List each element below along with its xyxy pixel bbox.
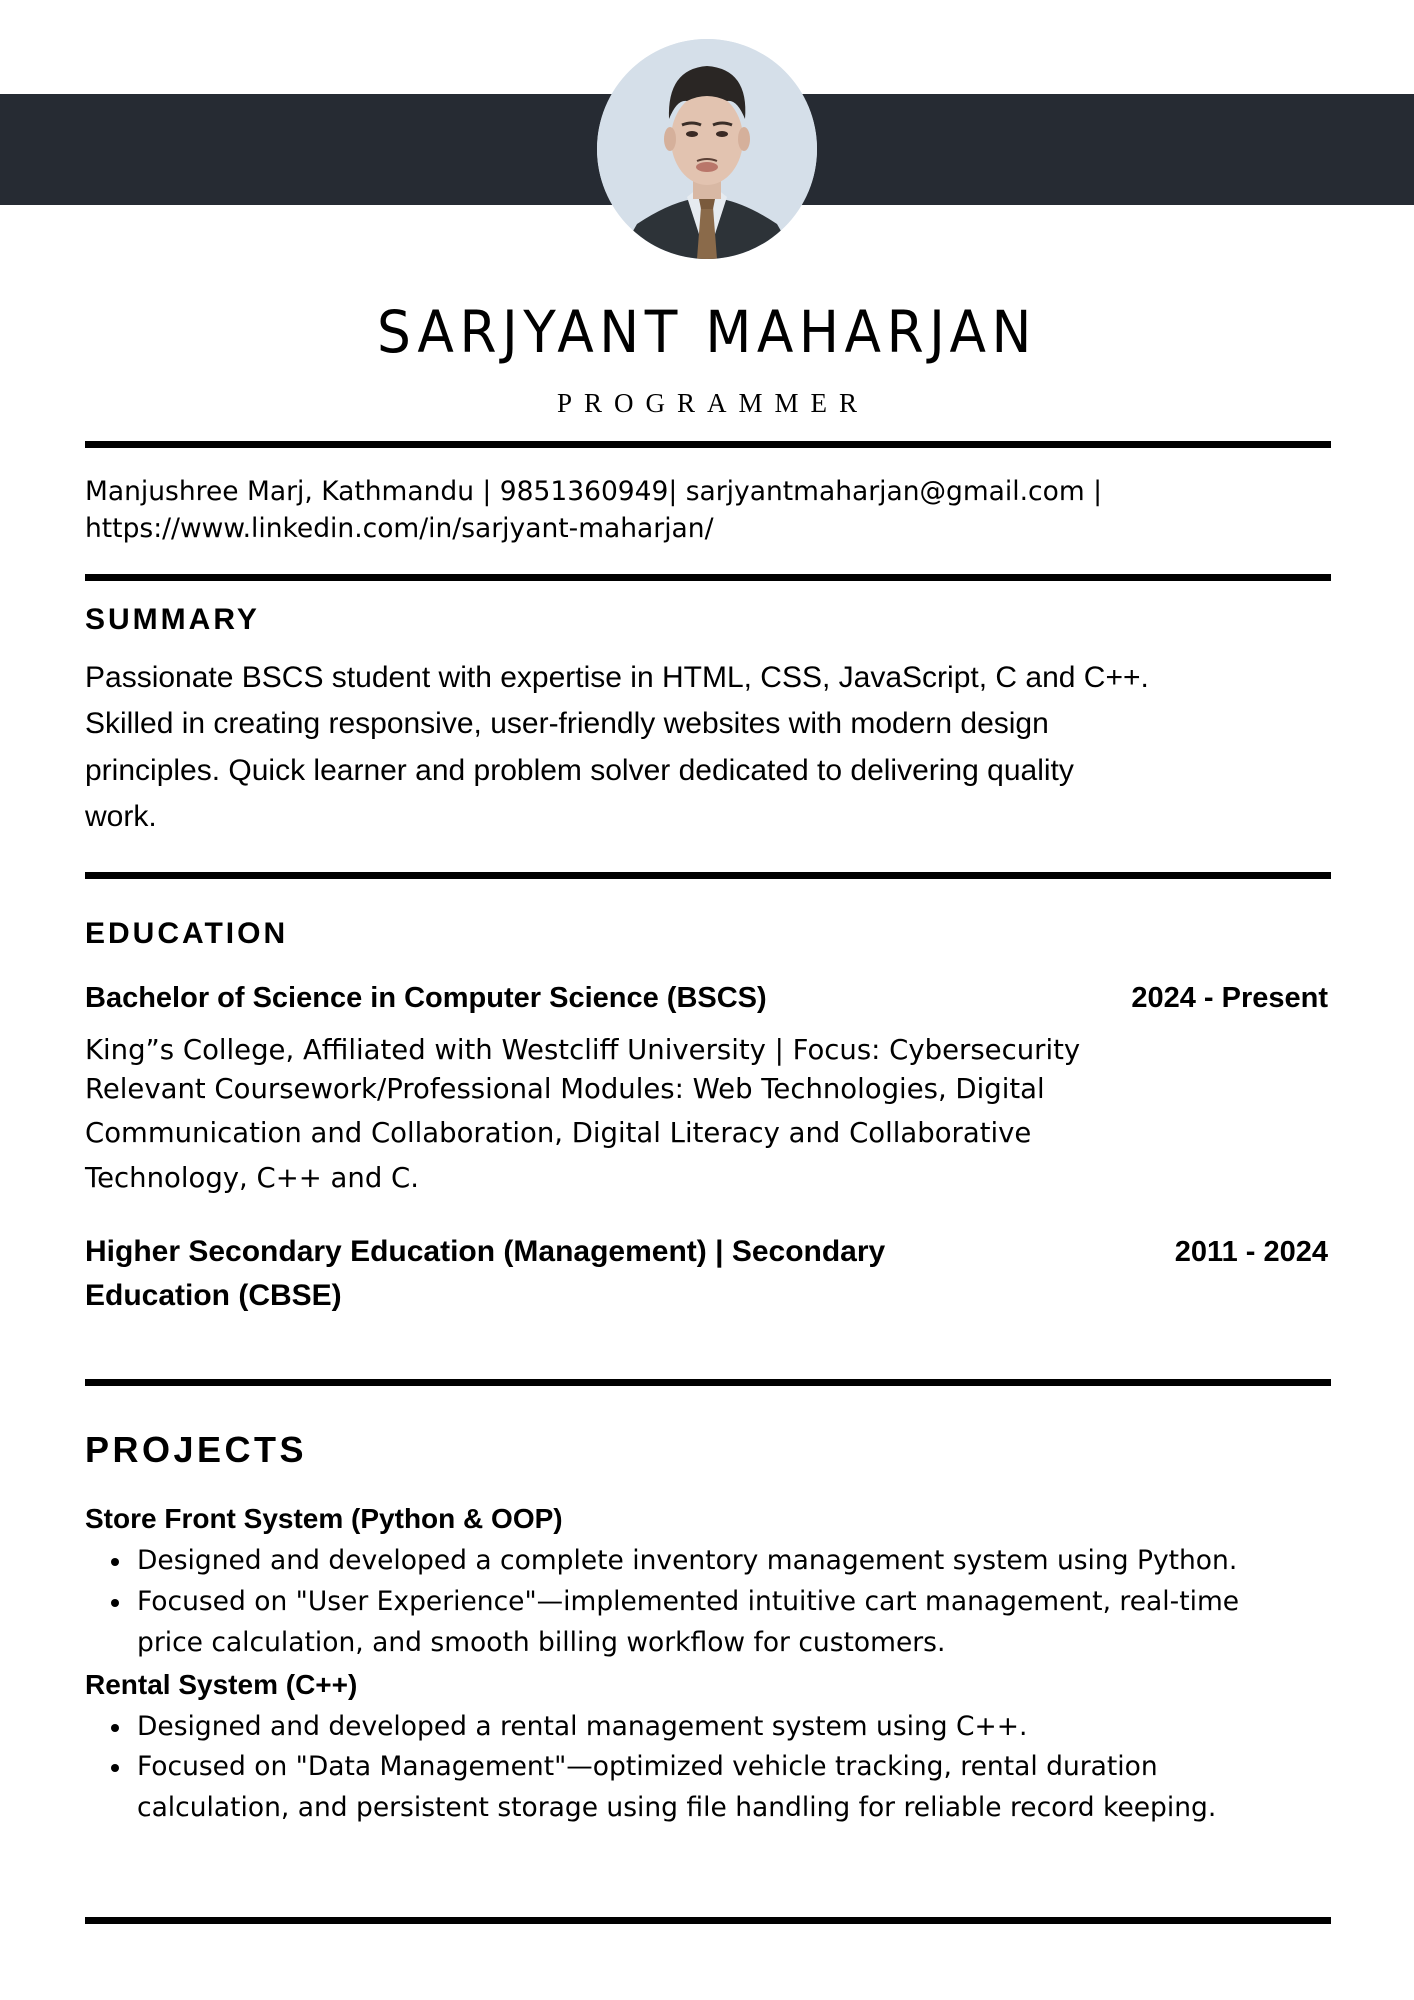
degree-title: Bachelor of Science in Computer Science (BSCS) <box>85 982 767 1014</box>
secondary-education-title <box>85 1230 885 1318</box>
bullet-icon <box>111 1764 119 1772</box>
linkedin-link[interactable]: https://www.linkedin.com/in/sarjyant-maharjan/ <box>85 513 714 544</box>
project-title: Rental System (C++) <box>85 1669 358 1700</box>
bullet-icon <box>111 1724 119 1732</box>
detail-line: Relevant Coursework/Professional Modules: Web Technologies, Digital <box>85 1073 1045 1105</box>
profile-photo-icon <box>597 39 817 259</box>
degree-dates: 2024 - Present <box>1131 982 1328 1014</box>
project-title: Store Front System (Python & OOP) <box>85 1503 563 1534</box>
project-bullet: Focused on "User Experience"—implemented intuitive cart management, real-time <box>137 1586 1240 1617</box>
detail-line: Technology, C++ and C. <box>85 1162 419 1194</box>
job-title: PROGRAMMER <box>556 388 870 418</box>
summary-line: Skilled in creating responsive, user-friendly websites with modern design <box>85 707 1049 741</box>
divider <box>85 1379 1331 1386</box>
summary-line: principles. Quick learner and problem solver dedicated to delivering quality <box>85 753 1074 787</box>
project-bullet-continued: calculation, and persistent storage using file handling for reliable record keeping. <box>137 1792 1217 1823</box>
education-heading: EDUCATION <box>85 917 289 950</box>
project-bullet: Designed and developed a complete inventory management system using Python. <box>137 1545 1238 1576</box>
divider <box>85 441 1331 448</box>
project-bullet-continued: price calculation, and smooth billing workflow for customers. <box>137 1627 946 1658</box>
divider <box>85 574 1331 581</box>
detail-line: Communication and Collaboration, Digital Literacy and Collaborative <box>85 1117 1032 1149</box>
contact-info <box>85 473 1102 547</box>
projects-heading: PROJECTS <box>85 1429 308 1470</box>
contact-line: Manjushree Marj, Kathmandu | 9851360949| sarjyantmaharjan@gmail.com | <box>85 476 1103 507</box>
secondary-education-dates: 2011 - 2024 <box>1174 1236 1328 1268</box>
bullet-icon <box>111 1558 119 1566</box>
project-bullet: Designed and developed a rental management system using C++. <box>137 1711 1028 1742</box>
summary-line: work. <box>85 799 157 833</box>
bullet-icon <box>111 1599 119 1607</box>
project-bullet: Focused on "Data Management"—optimized vehicle tracking, rental duration <box>137 1751 1158 1782</box>
summary-line: Passionate BSCS student with expertise in HTML, CSS, JavaScript, C and C++. <box>85 661 1149 694</box>
profile-photo <box>597 39 817 259</box>
candidate-name: SARJYANT MAHARJAN <box>377 298 1037 366</box>
divider <box>85 872 1331 879</box>
summary-heading: SUMMARY <box>85 603 260 636</box>
title-line: Education (CBSE) <box>85 1279 342 1312</box>
divider <box>85 1917 1331 1924</box>
summary-text <box>85 655 1149 840</box>
detail-line: King”s College, Affiliated with Westcliff University | Focus: Cybersecurity <box>85 1034 1081 1066</box>
title-line: Higher Secondary Education (Management) | Secondary <box>85 1235 886 1268</box>
